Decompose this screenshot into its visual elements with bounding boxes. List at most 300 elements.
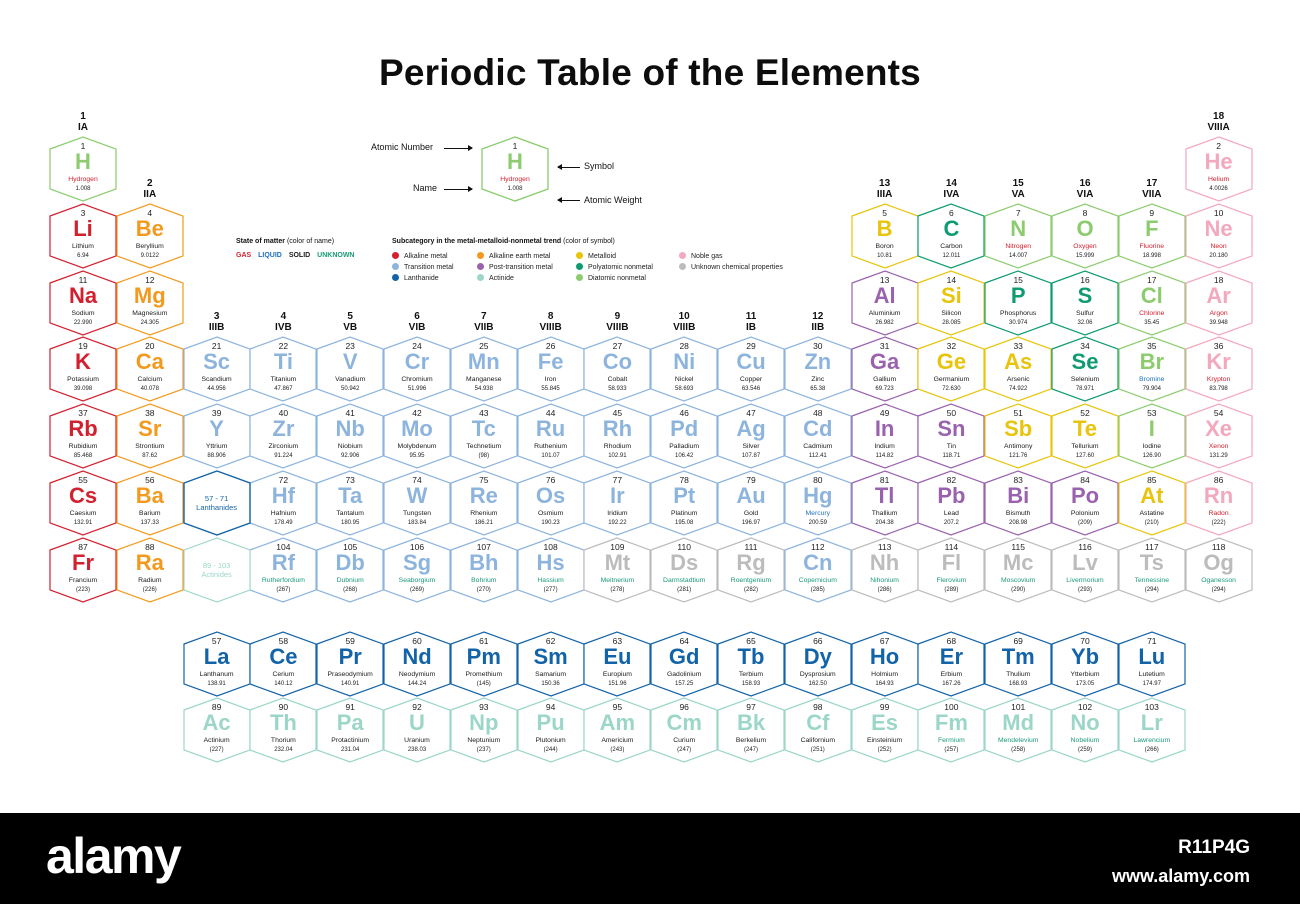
atomic-number: 103 [1144, 702, 1159, 712]
group-roman: VIIIA [1207, 122, 1230, 133]
atomic-number: 91 [345, 702, 355, 712]
atomic-number: 24 [412, 341, 422, 352]
atomic-number: 68 [946, 636, 957, 646]
element-cell [1119, 698, 1185, 762]
atomic-weight: 162.50 [808, 681, 827, 687]
legend-item-polyatomic [576, 263, 653, 271]
element-symbol: N [1010, 215, 1027, 241]
element-symbol: Am [599, 710, 636, 735]
element-name: Ruthenium [534, 443, 568, 451]
element-cell [50, 337, 116, 401]
group-roman: IB [746, 322, 756, 334]
arrow-name [444, 189, 472, 190]
atomic-number: 27 [612, 341, 623, 352]
element-name: Thallium [871, 510, 898, 517]
element-symbol: V [342, 349, 358, 375]
atomic-number: 44 [545, 408, 556, 419]
atomic-number: 56 [145, 475, 155, 485]
atomic-number: 105 [343, 541, 358, 552]
state-gas-label: GAS [236, 252, 252, 259]
element-symbol: Sb [1004, 416, 1033, 442]
lanthanides-label [184, 494, 250, 512]
element-symbol: Nb [335, 416, 365, 442]
state-legend-title [236, 238, 334, 245]
atomic-weight: 232.04 [274, 747, 293, 753]
element-symbol: Hs [536, 549, 565, 575]
atomic-number: 113 [877, 541, 892, 552]
atomic-weight: 164.93 [875, 681, 894, 687]
element-name: Beryllium [135, 242, 164, 250]
element-symbol: C [943, 215, 960, 241]
atomic-number: 116 [1078, 541, 1092, 552]
atomic-number: 115 [1011, 541, 1025, 552]
atomic-weight: 28.085 [942, 319, 961, 326]
atomic-number: 95 [612, 702, 623, 712]
atomic-number: 7 [1015, 207, 1021, 218]
element-symbol: In [874, 416, 895, 442]
atomic-weight: (281) [677, 586, 692, 593]
element-cell [852, 538, 918, 602]
element-symbol: Mc [1002, 549, 1034, 575]
legend-item-alkaline [477, 252, 550, 260]
element-cell [852, 471, 918, 535]
element-cell [50, 204, 116, 268]
element-cell [1119, 632, 1185, 696]
element-name: Sulfur [1076, 309, 1094, 317]
atomic-weight: 150.36 [541, 681, 560, 687]
group-header [250, 311, 316, 333]
atomic-number: 75 [479, 475, 489, 485]
element-cell [584, 698, 650, 762]
group-header [1186, 111, 1252, 133]
element-symbol: No [1070, 710, 1100, 735]
element-name: Barium [139, 510, 161, 517]
element-name: Tin [946, 443, 956, 451]
key-weight: 1.008 [507, 186, 523, 192]
atomic-number: 83 [1013, 475, 1023, 485]
element-cell [384, 698, 450, 762]
element-symbol: U [409, 710, 425, 735]
element-name: Dubnium [336, 576, 364, 584]
element-symbol: Re [469, 483, 498, 508]
element-cell [1186, 404, 1252, 468]
element-name: Manganese [466, 376, 502, 384]
element-symbol: Bi [1007, 483, 1030, 508]
element-symbol: Mt [604, 549, 631, 575]
element-cell [651, 698, 717, 762]
element-symbol: S [1077, 282, 1093, 308]
element-cell [1119, 271, 1185, 335]
element-name: Gadolinium [666, 671, 702, 678]
element-cell [985, 337, 1051, 401]
element-symbol: Al [873, 282, 896, 308]
element-symbol: Xe [1205, 416, 1233, 442]
element-name: Carbon [940, 242, 963, 250]
element-name: Lithium [72, 242, 94, 250]
element-symbol: Cu [736, 349, 766, 375]
atomic-weight: (223) [75, 586, 90, 593]
atomic-weight: 40.078 [140, 386, 159, 393]
atomic-number: 112 [811, 541, 825, 552]
element-cell [1052, 271, 1118, 335]
atomic-weight: 190.23 [541, 520, 560, 526]
element-name: Tennessine [1134, 576, 1169, 584]
element-symbol: O [1076, 215, 1094, 241]
atomic-number: 36 [1213, 341, 1224, 352]
group-header [785, 311, 851, 333]
element-symbol: Mn [467, 349, 500, 375]
legend-item-actinide [477, 274, 514, 282]
element-symbol: Pm [466, 644, 501, 669]
element-name: Lanthanum [199, 671, 234, 678]
element-cell [1119, 337, 1185, 401]
atomic-weight: 26.982 [875, 319, 894, 326]
element-cell [785, 404, 851, 468]
element-symbol: Ne [1204, 215, 1233, 241]
element-name: Rhodium [603, 443, 631, 451]
atomic-weight: 74.922 [1009, 386, 1028, 393]
legend-label: Alkaline metal [404, 253, 448, 260]
group-number: 4 [280, 311, 287, 323]
element-symbol: Be [135, 215, 164, 241]
element-cell [785, 471, 851, 535]
element-cell [785, 698, 851, 762]
element-symbol: Lv [1072, 549, 1098, 575]
atomic-number: 94 [545, 702, 556, 712]
element-symbol: Ar [1206, 282, 1231, 308]
element-name: Copper [739, 376, 763, 384]
group-number: 16 [1079, 177, 1091, 189]
element-name: Lead [943, 510, 959, 517]
atomic-weight: (267) [276, 586, 291, 593]
legend-label: Metalloid [588, 253, 617, 260]
group-roman: IIIB [208, 322, 225, 334]
atomic-weight: (243) [610, 747, 625, 753]
atomic-weight: (294) [1144, 586, 1159, 593]
atomic-number: 104 [276, 541, 291, 552]
atomic-weight: 140.12 [274, 681, 293, 687]
atomic-weight: 55.845 [541, 386, 560, 393]
atomic-number: 49 [879, 408, 890, 419]
element-symbol: Db [335, 549, 365, 575]
atomic-weight: 207.2 [943, 520, 959, 526]
atomic-number: 114 [944, 541, 959, 552]
element-name: Polonium [1070, 510, 1100, 517]
atomic-number: 2 [1216, 141, 1221, 151]
atomic-number: 84 [1080, 475, 1090, 485]
state-legend-values [236, 252, 354, 259]
atomic-number: 6 [949, 207, 954, 218]
element-cell [718, 632, 784, 696]
element-symbol: Zr [272, 416, 295, 442]
element-name: Roentgenium [730, 576, 772, 584]
actinides-placeholder [184, 538, 250, 602]
element-name: Hafnium [270, 510, 297, 517]
element-cell [518, 471, 584, 535]
element-name: Boron [875, 242, 894, 250]
atomic-number: 80 [813, 475, 823, 485]
atomic-weight: 85.468 [73, 453, 93, 460]
element-symbol: Gd [668, 644, 700, 669]
atomic-weight: 51.996 [407, 386, 427, 393]
element-cell [852, 204, 918, 268]
atomic-number: 34 [1080, 341, 1090, 352]
atomic-weight: (293) [1077, 586, 1092, 593]
legend-label: Transition metal [404, 264, 454, 271]
element-symbol: Er [939, 644, 964, 669]
element-symbol: Co [602, 349, 633, 375]
group-roman: VIIIB [539, 322, 562, 334]
atomic-weight: (290) [1011, 586, 1026, 593]
element-symbol: Ra [135, 549, 164, 575]
atomic-weight: 231.04 [341, 747, 360, 753]
atomic-number: 64 [679, 636, 689, 646]
element-name: Arsenic [1006, 376, 1030, 384]
element-name: Potassium [67, 376, 99, 384]
atomic-weight: 1.008 [75, 186, 91, 192]
group-number: 2 [147, 177, 153, 189]
element-cell [985, 632, 1051, 696]
element-name: Holmium [871, 671, 898, 678]
atomic-weight: (210) [1144, 520, 1159, 526]
element-symbol: Hg [803, 483, 833, 508]
element-name: Meitnerium [600, 576, 635, 584]
element-cell [1052, 698, 1118, 762]
element-symbol: Tc [471, 416, 496, 442]
element-name: Gold [743, 510, 759, 517]
atomic-weight: 14.007 [1009, 252, 1028, 259]
legend-item-alkali [392, 252, 448, 260]
element-name: Sodium [71, 309, 95, 317]
atomic-number: 76 [545, 475, 556, 485]
atomic-weight: 24.305 [140, 319, 159, 326]
atomic-weight: 44.956 [207, 386, 226, 393]
atomic-number: 73 [345, 475, 355, 485]
element-name: Rhenium [470, 510, 498, 517]
atomic-number: 99 [879, 702, 890, 712]
atomic-number: 87 [78, 541, 88, 552]
element-symbol: Sc [203, 349, 231, 375]
legend-dot [477, 274, 484, 281]
atomic-number: 28 [679, 341, 689, 352]
element-symbol: Rb [68, 416, 98, 442]
atomic-weight: (269) [409, 586, 424, 593]
element-name: Dysprosium [799, 671, 836, 678]
group-roman: VIIB [474, 322, 494, 334]
legend-label: Diatomic nonmetal [588, 275, 646, 282]
atomic-weight: (237) [476, 747, 491, 753]
actinides-label [184, 561, 250, 579]
element-symbol: Sr [138, 416, 162, 442]
element-symbol: Pa [336, 710, 364, 735]
element-name: Hassium [537, 576, 564, 584]
element-cell [50, 471, 116, 535]
element-symbol: Fm [934, 710, 968, 735]
group-header [918, 178, 984, 200]
group-roman: IIA [143, 188, 157, 200]
atomic-number: 50 [946, 408, 957, 419]
legend-item-lanthanide [392, 274, 439, 282]
element-symbol: Sn [937, 416, 966, 442]
atomic-weight: (289) [944, 586, 959, 593]
element-name: Oxygen [1073, 242, 1097, 250]
category-legend-title [392, 238, 615, 245]
element-symbol: Rn [1203, 483, 1234, 508]
atomic-weight: (98) [478, 453, 490, 460]
atomic-weight: 91.224 [274, 453, 293, 460]
group-header [1052, 178, 1118, 200]
element-symbol: B [876, 215, 893, 241]
element-name: Berkelium [735, 737, 767, 744]
atomic-number: 22 [278, 341, 289, 352]
arrow-atomic-weight [558, 200, 580, 201]
atomic-number: 63 [612, 636, 623, 646]
atomic-weight: 178.49 [274, 520, 293, 526]
element-symbol: Fl [941, 549, 962, 575]
element-name: Phosphorus [1000, 309, 1037, 317]
element-symbol: Nd [402, 644, 432, 669]
element-cell [918, 204, 984, 268]
element-cell [651, 632, 717, 696]
element-name: Fluorine [1139, 242, 1165, 250]
group-header [117, 178, 183, 200]
legend-label: Noble gas [691, 253, 723, 260]
group-header [651, 311, 717, 333]
element-symbol: Md [1002, 710, 1035, 735]
element-cell [985, 404, 1051, 468]
element-symbol: I [1148, 416, 1155, 442]
atomic-weight: 22.990 [73, 319, 93, 326]
group-roman: IIB [811, 322, 825, 334]
element-symbol: Sm [533, 644, 568, 669]
atomic-number: 52 [1080, 408, 1090, 419]
atomic-number: 98 [813, 702, 823, 712]
atomic-weight: 35.45 [1144, 319, 1160, 326]
footer-url: www.alamy.com [1111, 866, 1250, 886]
element-name: Bismuth [1005, 510, 1031, 517]
element-name: Tantalum [336, 510, 364, 517]
atomic-number: 111 [744, 541, 758, 552]
element-cell [785, 337, 851, 401]
element-symbol: Te [1072, 416, 1098, 442]
atomic-number: 14 [946, 274, 957, 285]
element-cell [584, 404, 650, 468]
atomic-number: 25 [479, 341, 489, 352]
element-cell [117, 471, 183, 535]
element-symbol: Tb [737, 644, 765, 669]
element-cell [518, 404, 584, 468]
element-cell [918, 471, 984, 535]
element-cell [1186, 337, 1252, 401]
state-legend-note: (color of name) [286, 238, 335, 245]
element-cell [651, 337, 717, 401]
element-name: Astatine [1139, 510, 1165, 517]
group-roman: VIIA [1142, 188, 1162, 200]
element-symbol: Eu [603, 644, 632, 669]
key-label-name: Name [413, 183, 438, 193]
element-symbol: Rf [271, 549, 295, 575]
atomic-number: 16 [1080, 274, 1090, 285]
element-cell [1052, 632, 1118, 696]
legend-dot [576, 252, 583, 259]
element-symbol: Dy [803, 644, 832, 669]
group-number: 15 [1012, 177, 1024, 189]
element-cell [117, 271, 183, 335]
atomic-weight: 87.62 [142, 453, 158, 460]
atomic-weight: 144.24 [407, 681, 427, 687]
element-cell [451, 404, 517, 468]
element-name: Neon [1210, 242, 1227, 250]
element-symbol: Ga [869, 349, 900, 375]
element-cell [451, 632, 517, 696]
atomic-number: 21 [211, 341, 222, 352]
element-name: Silver [742, 443, 760, 451]
element-name: Actinium [203, 737, 230, 744]
element-cell [985, 471, 1051, 535]
element-symbol: Fr [72, 549, 94, 575]
element-cell [1052, 404, 1118, 468]
atomic-number: 74 [412, 475, 422, 485]
atomic-number: 65 [746, 636, 756, 646]
group-roman: IIIA [876, 188, 893, 200]
atomic-weight: 102.91 [608, 453, 627, 460]
element-symbol: Ba [135, 483, 164, 508]
atomic-number: 66 [813, 636, 823, 646]
group-number: 6 [414, 311, 420, 323]
element-cell [518, 337, 584, 401]
element-name: Indium [874, 443, 895, 451]
atomic-weight: 58.933 [608, 386, 627, 393]
atomic-weight: (226) [142, 586, 157, 593]
atomic-number: 43 [479, 408, 489, 419]
element-cell [317, 698, 383, 762]
element-name: Curium [673, 737, 696, 744]
atomic-weight: 54.938 [474, 386, 493, 393]
element-cell [918, 404, 984, 468]
atomic-weight: 50.942 [341, 386, 360, 393]
element-cell [518, 538, 584, 602]
legend-item-unknown [679, 263, 783, 271]
element-symbol: Ge [936, 349, 967, 375]
element-name: Silicon [941, 309, 962, 317]
element-name: Technetium [466, 443, 502, 451]
atomic-number: 58 [278, 636, 289, 646]
element-symbol: Ti [273, 349, 293, 375]
element-name: Bromine [1139, 376, 1165, 384]
group-header [518, 311, 584, 333]
element-cell [1052, 204, 1118, 268]
atomic-weight: 9.0122 [140, 252, 159, 259]
element-name: Rubidium [68, 443, 98, 451]
atomic-number: 101 [1011, 702, 1026, 712]
group-header [718, 311, 784, 333]
element-name: Cadmium [803, 443, 833, 451]
element-symbol: Ir [610, 483, 625, 508]
atomic-number: 61 [479, 636, 489, 646]
atomic-weight: (251) [810, 747, 825, 753]
element-symbol: Li [73, 215, 93, 241]
atomic-weight: 173.05 [1075, 681, 1095, 687]
element-cell [918, 337, 984, 401]
element-symbol: Kr [1206, 349, 1231, 375]
element-symbol: W [406, 483, 428, 508]
element-name: Krypton [1206, 376, 1231, 384]
key-sample-cell [482, 137, 548, 201]
group-roman: VIB [408, 322, 426, 334]
element-name: Antimony [1004, 443, 1033, 451]
element-cell [651, 404, 717, 468]
state-legend-heading: State of matter [236, 238, 286, 245]
